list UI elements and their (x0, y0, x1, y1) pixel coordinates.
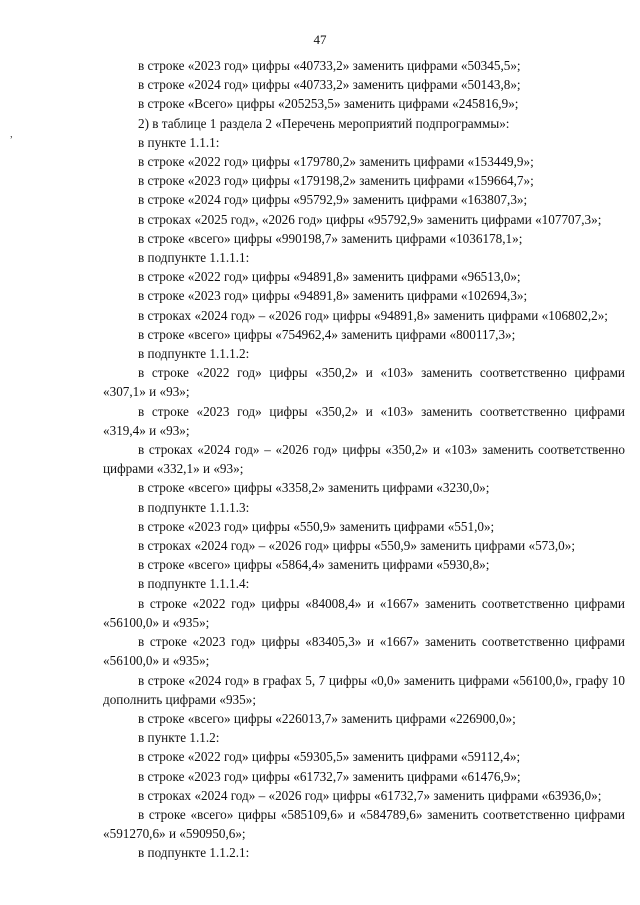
paragraph: в строке «всего» цифры «990198,7» заменить цифрами «1036178,1»; (138, 230, 523, 246)
paragraph: в строке «2023 год» цифры «94891,8» заменить цифрами «102694,3»; (138, 288, 528, 304)
paragraph: 2) в таблице 1 раздела 2 «Перечень мероприятий подпрограммы»: (138, 115, 510, 131)
paragraph: в пункте 1.1.2: (138, 730, 220, 746)
paragraph: в строке «2024 год» цифры «95792,9» заменить цифрами «163807,3»; (138, 192, 528, 208)
paragraph: в строке «всего» цифры «585109,6» и «584789,6» заменить соответственно цифрами «591270,6» и «590950,6»; (103, 806, 625, 842)
paragraph: в строке «2022 год» цифры «179780,2» заменить цифрами «153449,9»; (138, 154, 534, 170)
margin-mark: , (10, 128, 13, 140)
paragraph: в строке «2022 год» цифры «84008,4» и «1667» заменить соответственно цифрами «56100,0» и «935»; (103, 595, 625, 630)
paragraph: в подпункте 1.1.1.3: (138, 499, 250, 515)
paragraph: в строке «всего» цифры «5864,4» заменить цифрами «5930,8»; (138, 557, 490, 573)
paragraph: в подпункте 1.1.1.1: (138, 250, 250, 266)
paragraph: в строке «2023 год» цифры «61732,7» заменить цифрами «61476,9»; (138, 768, 521, 784)
paragraph: в строке «2022 год» цифры «350,2» и «103» заменить соответственно цифрами «307,1» и «93»; (103, 365, 625, 400)
page-number: 47 (313, 32, 327, 47)
paragraph: в строках «2024 год» – «2026 год» цифры «61732,7» заменить цифрами «63936,0»; (138, 787, 602, 803)
paragraph: в строках «2024 год» – «2026 год» цифры «350,2» и «103» заменить соответственно цифрами «332,1» и «93»; (103, 442, 625, 477)
paragraph: в пункте 1.1.1: (138, 134, 220, 150)
paragraph: в строке «2022 год» цифры «59305,5» заменить цифрами «59112,4»; (138, 749, 521, 765)
paragraph: в строке «2024 год» в графах 5, 7 цифры «0,0» заменить цифрами «56100,0», графу 10 дополнить цифрами «935»; (103, 672, 625, 707)
paragraph: в строке «2023 год» цифры «179198,2» заменить цифрами «159664,7»; (138, 173, 534, 189)
paragraph: в строке «2022 год» цифры «94891,8» заменить цифрами «96513,0»; (138, 269, 521, 285)
paragraph: в строке «всего» цифры «754962,4» заменить цифрами «800117,3»; (138, 326, 516, 342)
paragraph: в подпункте 1.1.2.1: (138, 845, 250, 861)
paragraph: в строках «2025 год», «2026 год» цифры «95792,9» заменить цифрами «107707,3»; (138, 211, 602, 227)
paragraph: в строках «2024 год» – «2026 год» цифры «550,9» заменить цифрами «573,0»; (138, 538, 575, 554)
paragraph: в строке «Всего» цифры «205253,5» заменить цифрами «245816,9»; (138, 96, 519, 112)
paragraph: в строке «2023 год» цифры «40733,2» заменить цифрами «50345,5»; (138, 58, 521, 73)
paragraph: в строке «всего» цифры «226013,7» заменить цифрами «226900,0»; (138, 710, 516, 726)
paragraph: в строке «2023 год» цифры «83405,3» и «1667» заменить соответственно цифрами «56100,0» и «935»; (103, 634, 625, 669)
paragraph: в строках «2024 год» – «2026 год» цифры «94891,8» заменить цифрами «106802,2»; (138, 307, 608, 323)
paragraph: в подпункте 1.1.1.4: (138, 576, 250, 592)
paragraph: в строке «2023 год» цифры «350,2» и «103» заменить соответственно цифрами «319,4» и «93»; (103, 403, 625, 438)
paragraph: в строке «2023 год» цифры «550,9» заменить цифрами «551,0»; (138, 518, 495, 534)
paragraph: в подпункте 1.1.1.2: (138, 346, 250, 362)
paragraph: в строке «всего» цифры «3358,2» заменить цифрами «3230,0»; (138, 480, 490, 496)
paragraph: в строке «2024 год» цифры «40733,2» заменить цифрами «50143,8»; (138, 77, 521, 93)
document-body (103, 56, 625, 863)
